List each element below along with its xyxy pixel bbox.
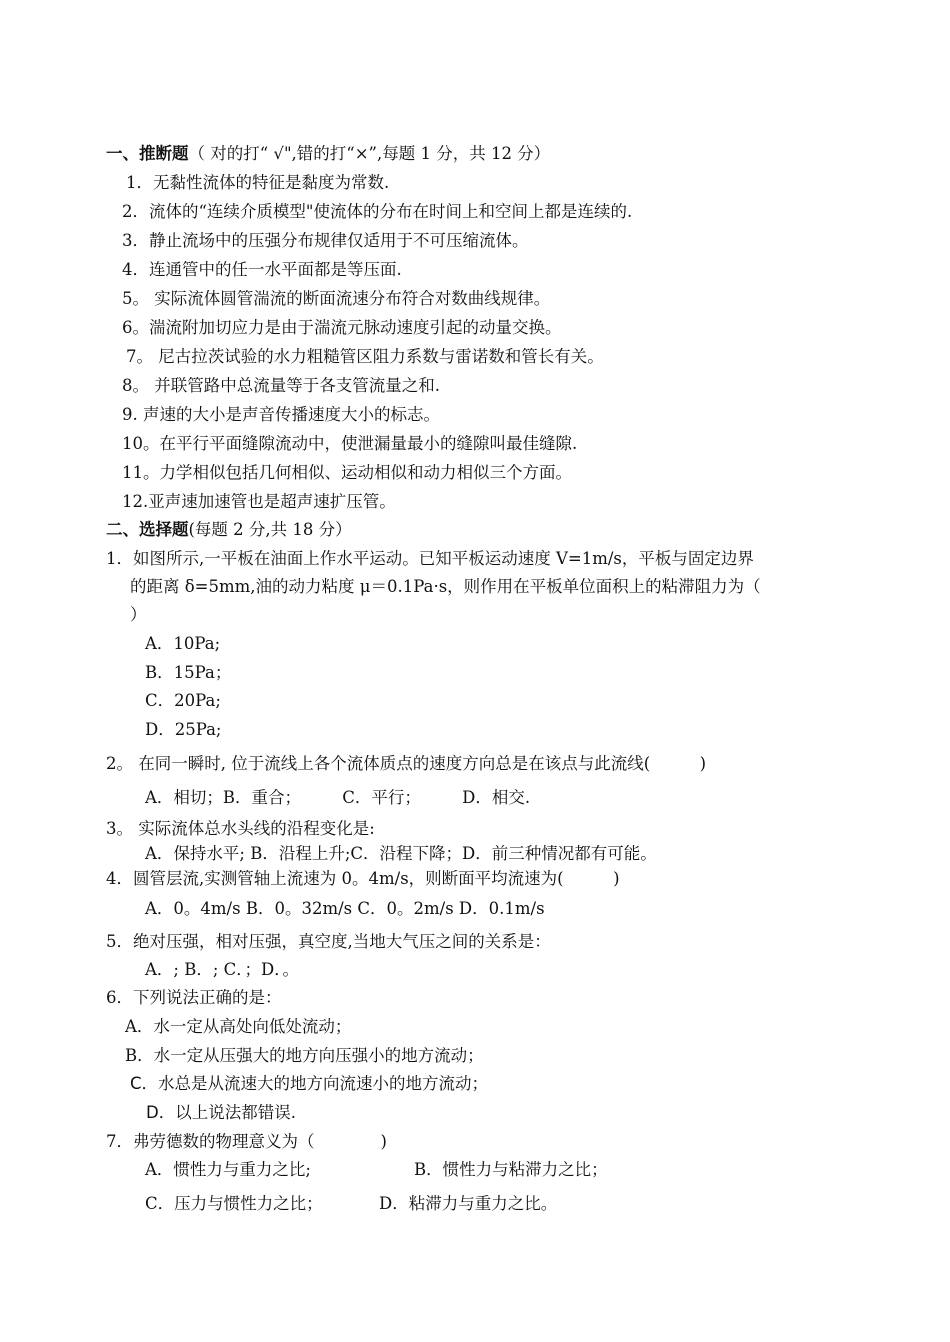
judge-item-1: 1．无黏性流体的特征是黏度为常数. bbox=[126, 173, 390, 192]
q1-stem-line2: 的距离 δ=5mm,油的动力粘度 μ＝0.1Pa·s，则作用在平板单位面积上的粘滞阻力为（ bbox=[130, 577, 761, 596]
q6-stem: 6．下列说法正确的是： bbox=[106, 988, 282, 1007]
q4-options: A．0。4m/s B．0。32m/s C．0。2m/s D．0.1m/s bbox=[145, 899, 545, 918]
q5-options: A．; B．; C．；D．。 bbox=[145, 960, 300, 979]
q3-options: A．保持水平; B．沿程上升;C．沿程下降；D．前三种情况都有可能。 bbox=[145, 844, 657, 863]
judge-item-5: 5。 实际流体圆管湍流的断面流速分布符合对数曲线规律。 bbox=[122, 289, 551, 308]
q6-option-b: B．水一定从压强大的地方向压强小的地方流动； bbox=[125, 1046, 484, 1065]
q2-options: A．相切；B．重合； C．平行； D．相交. bbox=[145, 788, 531, 807]
q7-option-d: D．粘滞力与重力之比。 bbox=[379, 1194, 558, 1213]
q6-option-c: C．水总是从流速大的地方向流速小的地方流动； bbox=[130, 1074, 489, 1093]
section1-heading bbox=[106, 143, 550, 165]
q2-stem: 2。 在同一瞬时, 位于流线上各个流体质点的速度方向总是在该点与此流线( ) bbox=[106, 754, 707, 773]
judge-item-6: 6。湍流附加切应力是由于湍流元脉动速度引起的动量交换。 bbox=[122, 318, 562, 337]
q6-option-a: A．水一定从高处向低处流动； bbox=[125, 1017, 352, 1036]
q7-option-a: A．惯性力与重力之比; bbox=[145, 1160, 311, 1179]
section2-instruction: (每题 2 分,共 18 分） bbox=[188, 520, 352, 539]
judge-item-10: 10。在平行平面缝隙流动中，使泄漏量最小的缝隙叫最佳缝隙. bbox=[122, 434, 578, 453]
q1-option-a: A．10Pa; bbox=[145, 634, 221, 653]
section2-title: 二、选择题 bbox=[106, 520, 189, 539]
q7-option-b: B．惯性力与粘滞力之比； bbox=[414, 1160, 608, 1179]
q4-stem: 4．圆管层流,实测管轴上流速为 0。4m/s，则断面平均流速为( ) bbox=[106, 869, 620, 888]
q5-stem: 5．绝对压强，相对压强，真空度,当地大气压之间的关系是： bbox=[106, 932, 551, 951]
q6-option-d: D．以上说法都错误. bbox=[146, 1103, 296, 1122]
judge-item-9: 9. 声速的大小是声音传播速度大小的标志。 bbox=[122, 405, 440, 424]
judge-item-12: 12.亚声速加速管也是超声速扩压管。 bbox=[122, 492, 396, 511]
q1-option-d: D．25Pa; bbox=[145, 720, 222, 739]
q1-option-b: B．15Pa； bbox=[145, 663, 232, 682]
judge-item-7: 7。 尼古拉茨试验的水力粗糙管区阻力系数与雷诺数和管长有关。 bbox=[126, 347, 604, 366]
section1-title: 一、推断题 bbox=[106, 144, 189, 163]
judge-item-11: 11。力学相似包括几何相似、运动相似和动力相似三个方面。 bbox=[122, 463, 572, 482]
q3-stem: 3。 实际流体总水头线的沿程变化是: bbox=[106, 819, 375, 838]
q7-stem: 7．弗劳德数的物理意义为（ ) bbox=[106, 1132, 387, 1151]
q1-stem-line3: ） bbox=[130, 605, 147, 624]
section1-instruction: （ 对的打“ √",错的打“×”,每题 1 分，共 12 分） bbox=[188, 144, 551, 163]
q1-stem-line1: 1．如图所示,一平板在油面上作水平运动。已知平板运动速度 V=1m/s，平板与固定边界 bbox=[106, 549, 754, 568]
judge-item-8: 8。 并联管路中总流量等于各支管流量之和. bbox=[122, 376, 440, 395]
judge-item-3: 3．静止流场中的压强分布规律仅适用于不可压缩流体。 bbox=[122, 231, 529, 250]
q7-option-c: C．压力与惯性力之比； bbox=[145, 1194, 323, 1213]
section2-heading bbox=[106, 519, 352, 541]
judge-item-2: 2．流体的“连续介质模型"使流体的分布在时间上和空间上都是连续的. bbox=[122, 202, 633, 221]
q1-option-c: C．20Pa; bbox=[145, 691, 221, 710]
judge-item-4: 4．连通管中的任一水平面都是等压面. bbox=[122, 260, 402, 279]
